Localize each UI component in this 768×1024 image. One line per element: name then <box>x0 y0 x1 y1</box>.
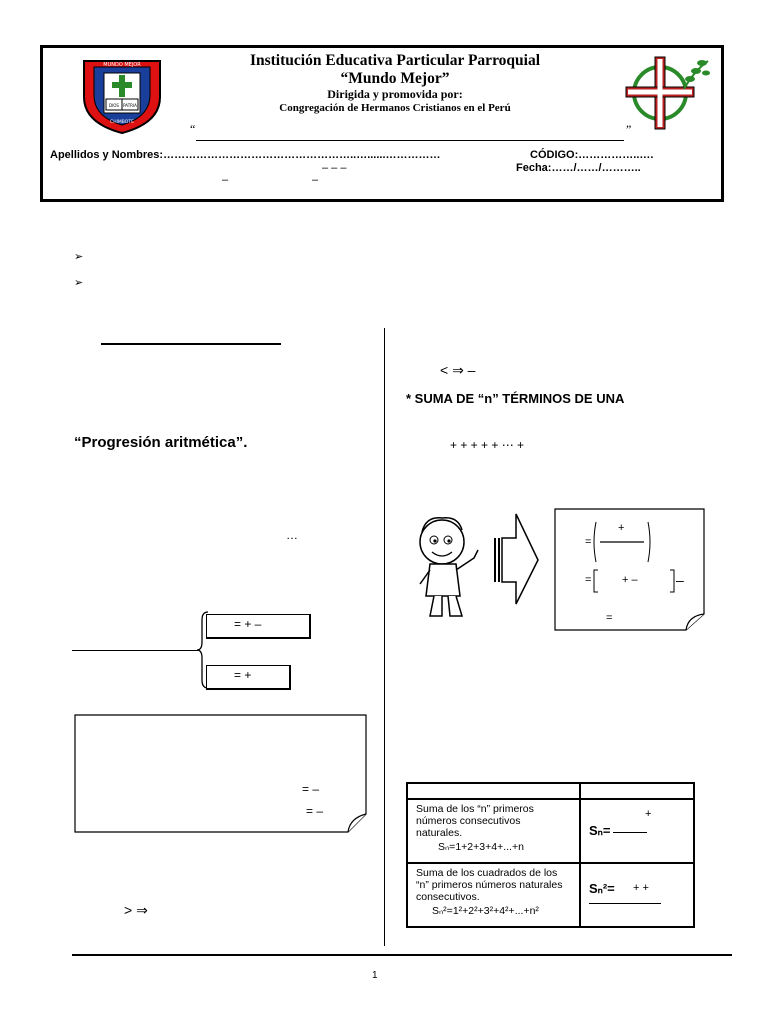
section-title-underline <box>101 343 281 345</box>
section-heading: “Progresión aritmética”. <box>74 434 248 451</box>
formula-card <box>554 508 706 632</box>
quote-open: “ <box>190 122 196 136</box>
series-operators: + + + + + ⋯ + <box>450 438 525 452</box>
right-arrow-icon <box>492 510 540 606</box>
note-card <box>74 714 368 834</box>
crest-book-left-text: DIOS <box>109 103 119 108</box>
column-divider <box>384 328 385 946</box>
date-field-label: Fecha:……/……/……….. <box>516 162 641 174</box>
card-formula-top: + <box>618 522 625 534</box>
header-dashes: – – – <box>322 162 347 174</box>
table-cell-description <box>407 799 580 863</box>
crest-book-right-text: PATRIA <box>123 103 137 108</box>
crest-bottom-text: CHIMBOTE <box>110 120 134 125</box>
note-formula-2: = – <box>306 804 324 818</box>
brace-connector-line <box>72 650 200 651</box>
card-formula-bracket: + – <box>622 574 638 586</box>
table-header-row <box>407 783 694 799</box>
table-row <box>407 799 694 863</box>
table-row <box>407 863 694 927</box>
row-series: Sₙ²=1²+2²+3²+4²+...+n² <box>432 905 539 917</box>
right-implication: < ⇒ – <box>440 362 476 378</box>
formula-numerator: + <box>645 808 652 820</box>
school-name: “Mundo Mejor” <box>340 70 450 87</box>
fraction-bar <box>613 832 647 833</box>
row-series: Sₙ=1+2+3+4+...+n <box>438 841 524 853</box>
code-field-label: CÓDIGO:……………..…. <box>530 149 654 161</box>
table-cell-description <box>407 863 580 927</box>
formula-text-1: = + – <box>234 617 262 631</box>
formula-text-2: = + <box>234 668 252 682</box>
row-description: Suma de los “n” primeros números consecutivos naturales. <box>416 803 534 839</box>
table-header-cell <box>407 783 580 799</box>
formula-label: Sₙ= <box>589 823 611 838</box>
row-description: Suma de los cuadrados de los “n” primeros números naturales consecutivos. <box>416 867 563 903</box>
header-dash-a: – <box>222 174 229 186</box>
bullet-marker: ➢ <box>74 277 84 289</box>
ellipsis: … <box>286 528 298 542</box>
note-formula-1: = – <box>302 782 320 796</box>
name-field-label: Apellidos y Nombres:……………………………………………..…......…………… <box>50 149 441 161</box>
institution-title: Institución Educativa Particular Parroquial <box>249 52 541 69</box>
page-number: 1 <box>372 970 378 981</box>
motto-underline <box>196 140 624 141</box>
crest-top-text: MUNDO MEJOR <box>103 62 141 68</box>
card-eq-1: = <box>585 536 592 548</box>
formula-label: Sₙ²= <box>589 881 615 896</box>
sum-formulas-table <box>406 782 695 928</box>
sum-heading: * SUMA DE “n” TÉRMINOS DE UNA <box>406 391 625 406</box>
quote-close: ” <box>626 122 632 136</box>
left-implication: > ⇒ <box>124 902 148 918</box>
boy-illustration <box>412 510 488 622</box>
fraction-bar <box>589 903 661 904</box>
card-eq-2: = <box>585 574 592 586</box>
card-eq-3: = <box>606 612 613 624</box>
bullet-marker: ➢ <box>74 251 84 263</box>
congregation-name: Congregación de Hermanos Cristianos en el Perú <box>279 102 511 114</box>
formula-numerator: + + <box>633 882 649 894</box>
header-dash-b: – <box>312 174 319 186</box>
header-subtitle: Dirigida y promovida por: <box>327 87 463 101</box>
table-cell-formula <box>580 799 694 863</box>
table-header-cell <box>580 783 694 799</box>
table-cell-formula <box>580 863 694 927</box>
card-dash: – <box>676 572 684 588</box>
footer-rule <box>72 954 732 956</box>
